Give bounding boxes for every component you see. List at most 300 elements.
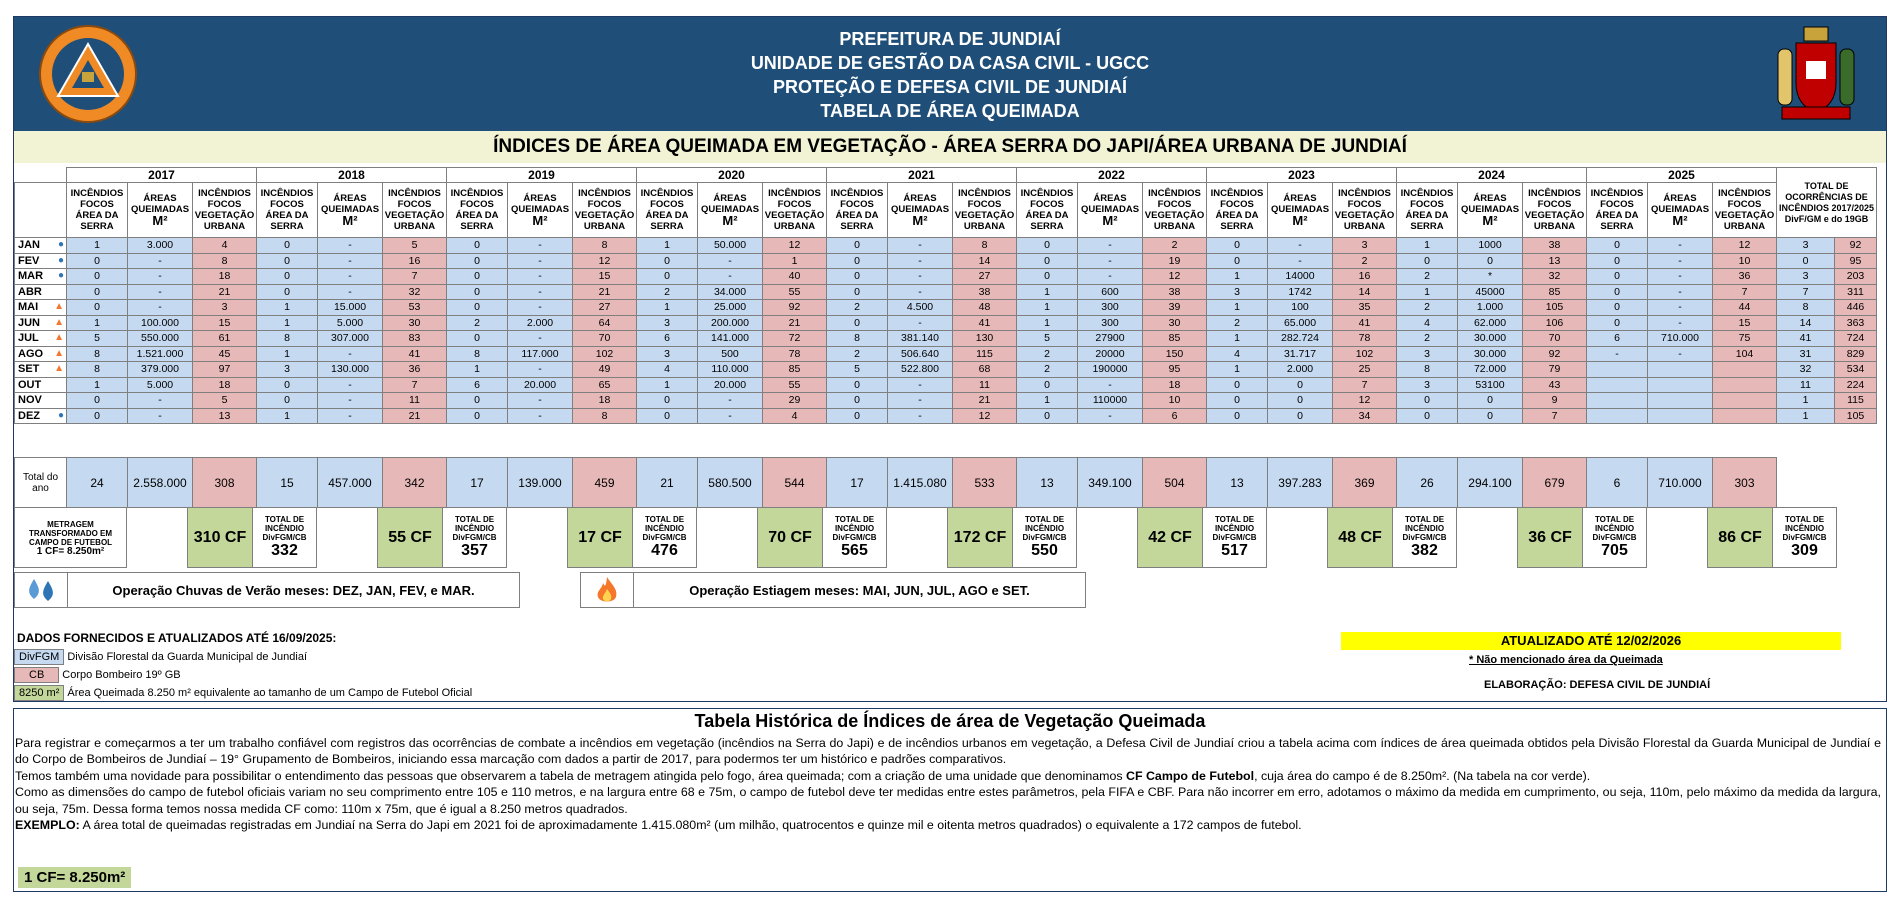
total-cell: 710.000 [1648, 458, 1713, 508]
data-cell: 5 [383, 238, 447, 254]
data-cell: 5 [1017, 331, 1078, 347]
table-row [15, 377, 1877, 393]
data-cell: 49 [573, 362, 637, 378]
data-cell: 381.140 [888, 331, 953, 347]
total-cell: 139.000 [508, 458, 573, 508]
data-cell: 105 [1523, 300, 1587, 316]
spacer-cell [1647, 508, 1708, 568]
spacer-cell [317, 508, 378, 568]
year-header: 2021 [827, 168, 1017, 183]
month-cell [15, 408, 67, 424]
total-cell: 21 [637, 458, 698, 508]
month-cell [15, 377, 67, 393]
data-cell: 4.500 [888, 300, 953, 316]
data-cell [1713, 362, 1777, 378]
data-cell: 710.000 [1648, 331, 1713, 347]
data-cell: - [318, 253, 383, 269]
data-cell: 0 [67, 300, 128, 316]
data-cell [1648, 377, 1713, 393]
data-cell: 1 [1207, 269, 1268, 285]
jundiai-coat-of-arms [1760, 21, 1872, 125]
data-cell: 1 [1017, 315, 1078, 331]
data-cell: 68 [953, 362, 1017, 378]
data-cell: 21 [763, 315, 827, 331]
data-cell: 48 [953, 300, 1017, 316]
col-header-unit: M² [912, 212, 928, 228]
data-cell: 5 [67, 331, 128, 347]
data-cell: 7 [1713, 284, 1777, 300]
data-cell: 5 [827, 362, 888, 378]
data-cell: 6 [447, 377, 508, 393]
data-cell: 0 [257, 238, 318, 254]
data-cell: 300 [1078, 315, 1143, 331]
data-cell: 1 [1207, 331, 1268, 347]
water-drops-icon: ● [57, 270, 64, 281]
historic-paragraph: Como as dimensões do campo de futebol oficiais variam no seu comprimento entre 105 e 110 metros, e na largura entre 68 e 75m, o campo de futebol deve ter medidas entre estes parâmetros, pela FIFA e CBF. Para não incorrer em erro, adotamos o máximo da medida em cumprimento, ou seja, 110m, pelo máximo da medida da largura, ou seja, 75m. Dessa forma temos nossa medida CF como: 110m x 75m, que é igual a 8.250 metros quadrados. [15, 785, 1881, 816]
text-span: Temos também uma novidade para possibilitar o entendimento das pessoas que observarem a tabela de metragem atingida pelo fogo, área queimada; com a criação de uma unidade que denominamos [15, 768, 1127, 783]
data-cell: - [888, 284, 953, 300]
data-cell: - [1587, 346, 1648, 362]
data-cell: 31.717 [1268, 346, 1333, 362]
col-header-areas [508, 183, 573, 238]
data-cell: 1 [763, 253, 827, 269]
col-header-unit: M² [722, 212, 738, 228]
total-cell: 349.100 [1078, 458, 1143, 508]
year-header: 2025 [1587, 168, 1777, 183]
cf-total-label: TOTAL DE INCÊNDIO DivFGM/CB [1402, 515, 1447, 542]
data-cell: 0 [637, 408, 698, 424]
data-cell: - [888, 253, 953, 269]
total-cell: 457.000 [318, 458, 383, 508]
data-cell: 62.000 [1458, 315, 1523, 331]
fire-icon: ▲ [54, 347, 64, 359]
data-cell: 0 [827, 377, 888, 393]
cf-total-cell [253, 508, 317, 568]
data-cell: 0 [67, 393, 128, 409]
data-cell: 72.000 [1458, 362, 1523, 378]
data-cell: 0 [1017, 269, 1078, 285]
total-cell: 15 [257, 458, 318, 508]
spacer-cell [1077, 508, 1138, 568]
data-cell: 92 [763, 300, 827, 316]
data-cell: 16 [383, 253, 447, 269]
data-cell: 2 [1397, 300, 1458, 316]
data-cell: 8 [827, 331, 888, 347]
data-cell: 38 [1143, 284, 1207, 300]
month-label: SET [18, 363, 40, 376]
data-cell: 3 [193, 300, 257, 316]
col-header-urbana: INCÊNDIOS FOCOS VEGETAÇÃO URBANA [193, 183, 257, 238]
data-cell: - [508, 238, 573, 254]
data-cell: 1 [1207, 300, 1268, 316]
col-header-urbana: INCÊNDIOS FOCOS VEGETAÇÃO URBANA [1713, 183, 1777, 238]
col-header-serra: INCÊNDIOS FOCOS ÁREA DA SERRA [257, 183, 318, 238]
data-cell: - [1648, 238, 1713, 254]
data-cell: - [1648, 269, 1713, 285]
data-cell: - [318, 346, 383, 362]
data-cell: 0 [1458, 408, 1523, 424]
data-cell: 0 [257, 393, 318, 409]
data-cell: 2 [827, 300, 888, 316]
data-cell: 1.521.000 [128, 346, 193, 362]
col-header-unit: M² [1292, 212, 1308, 228]
data-cell [1648, 408, 1713, 424]
water-drops-icon: ● [57, 254, 64, 266]
data-cell: 53 [383, 300, 447, 316]
data-cell: 6 [1587, 331, 1648, 347]
data-cell: - [698, 393, 763, 409]
col-header-urbana: INCÊNDIOS FOCOS VEGETAÇÃO URBANA [573, 183, 637, 238]
col-header-areas [698, 183, 763, 238]
total-cell: 504 [1143, 458, 1207, 508]
month-label: JUN [18, 316, 41, 329]
col-header-text: ÁREAS QUEIMADAS [510, 192, 570, 215]
data-cell: 0 [1268, 393, 1333, 409]
total-cell: 17 [827, 458, 888, 508]
data-cell: 3 [1333, 238, 1397, 254]
data-cell: 2.000 [1268, 362, 1333, 378]
data-cell: 105 [1835, 408, 1877, 424]
col-header-urbana: INCÊNDIOS FOCOS VEGETAÇÃO URBANA [763, 183, 827, 238]
data-cell: 30.000 [1458, 346, 1523, 362]
total-cell: 24 [67, 458, 128, 508]
month-label: JUL [18, 332, 39, 345]
data-cell: 534 [1835, 362, 1877, 378]
year-totals-table [14, 457, 1777, 508]
total-cell: 294.100 [1458, 458, 1523, 508]
data-cell: - [128, 284, 193, 300]
cf-value: 48 CF [1328, 508, 1393, 568]
data-cell: 36 [383, 362, 447, 378]
fire-icon: ▲ [54, 316, 64, 328]
data-cell [1587, 408, 1648, 424]
col-header-serra: INCÊNDIOS FOCOS ÁREA DA SERRA [827, 183, 888, 238]
data-cell: 1.000 [1458, 300, 1523, 316]
data-cell: 0 [67, 253, 128, 269]
data-cell: 1 [1207, 362, 1268, 378]
table-subtitle: ÍNDICES DE ÁREA QUEIMADA EM VEGETAÇÃO - ÁREA SERRA DO JAPI/ÁREA URBANA DE JUNDIAÍ [14, 131, 1886, 163]
data-cell: 27900 [1078, 331, 1143, 347]
data-cell: 7 [383, 269, 447, 285]
cf-value: 86 CF [1708, 508, 1773, 568]
data-cell: 1 [1017, 393, 1078, 409]
cf-total-label: TOTAL DE INCÊNDIO DivFGM/CB [1592, 515, 1637, 542]
data-cell: 0 [1587, 238, 1648, 254]
col-header-unit: M² [532, 212, 548, 228]
data-cell: - [318, 393, 383, 409]
data-cell: 45000 [1458, 284, 1523, 300]
total-cell: 2.558.000 [128, 458, 193, 508]
fire-icon: ▲ [54, 363, 64, 374]
data-cell: 12 [953, 408, 1017, 424]
data-cell: 0 [827, 253, 888, 269]
table-row [15, 269, 1877, 285]
data-cell: 8 [67, 362, 128, 378]
data-cell: 2 [1397, 269, 1458, 285]
data-cell: 0 [1458, 393, 1523, 409]
col-header-serra: INCÊNDIOS FOCOS ÁREA DA SERRA [1587, 183, 1648, 238]
data-cell: 150 [1143, 346, 1207, 362]
data-cell: - [318, 377, 383, 393]
data-cell: 11 [383, 393, 447, 409]
data-cell: 1742 [1268, 284, 1333, 300]
data-cell: - [1078, 408, 1143, 424]
data-cell: - [1268, 253, 1333, 269]
data-cell: 0 [1458, 253, 1523, 269]
data-cell: 446 [1835, 300, 1877, 316]
data-cell: 95 [1835, 253, 1877, 269]
col-header-serra: INCÊNDIOS FOCOS ÁREA DA SERRA [1017, 183, 1078, 238]
col-header-serra: INCÊNDIOS FOCOS ÁREA DA SERRA [1207, 183, 1268, 238]
data-cell: 8 [67, 346, 128, 362]
data-cell: 0 [1017, 238, 1078, 254]
data-cell: 25 [1333, 362, 1397, 378]
total-cell: 397.283 [1268, 458, 1333, 508]
data-cell: 20000 [1078, 346, 1143, 362]
col-header-text: ÁREAS QUEIMADAS [130, 192, 190, 215]
historic-paragraph [15, 817, 1881, 833]
cf-total-label: TOTAL DE INCÊNDIO DivFGM/CB [832, 515, 877, 542]
data-cell: 0 [67, 408, 128, 424]
month-label: MAI [18, 301, 39, 314]
legend-text: Corpo Bombeiro 19º GB [62, 669, 181, 681]
data-cell: 117.000 [508, 346, 573, 362]
data-cell: - [508, 408, 573, 424]
data-cell: - [128, 269, 193, 285]
data-cell: 0 [1017, 408, 1078, 424]
data-cell: 27 [573, 300, 637, 316]
data-cell: 3 [637, 346, 698, 362]
data-cell: 0 [447, 284, 508, 300]
data-cell: 4 [193, 238, 257, 254]
month-cell [15, 238, 67, 254]
data-cell: 75 [1713, 331, 1777, 347]
cf-equivalence-badge: 1 CF= 8.250m² [18, 867, 131, 888]
data-cell: 0 [827, 269, 888, 285]
table-row [15, 393, 1877, 409]
data-cell: 1 [1777, 408, 1835, 424]
data-cell: 29 [763, 393, 827, 409]
data-cell: 85 [1523, 284, 1587, 300]
data-cell: 0 [1017, 253, 1078, 269]
cf-total-label: TOTAL DE INCÊNDIO DivFGM/CB [1782, 515, 1827, 542]
historic-body [15, 735, 1881, 833]
data-cell: 0 [1777, 253, 1835, 269]
data-cell: 44 [1713, 300, 1777, 316]
total-cell: 459 [573, 458, 637, 508]
data-cell: 79 [1523, 362, 1587, 378]
data-cell: 78 [763, 346, 827, 362]
data-cell: 20.000 [698, 377, 763, 393]
cf-total-label: TOTAL DE INCÊNDIO DivFGM/CB [452, 515, 497, 542]
total-cell: 13 [1207, 458, 1268, 508]
data-cell: - [318, 269, 383, 285]
data-cell: 97 [193, 362, 257, 378]
data-cell: 55 [763, 284, 827, 300]
data-cell [1713, 408, 1777, 424]
data-cell: 0 [1587, 300, 1648, 316]
legend-item-cf [14, 685, 472, 701]
data-cell: 0 [1207, 408, 1268, 424]
metragem-label: METRAGEM TRANSFORMADO EM CAMPO DE FUTEBOL [28, 519, 113, 547]
cf-total-value: 309 [1791, 542, 1818, 559]
col-header-text: ÁREAS QUEIMADAS [1080, 192, 1140, 215]
data-cell: 21 [573, 284, 637, 300]
data-cell: 8 [257, 331, 318, 347]
spacer-cell [887, 508, 948, 568]
legend-text: Área Queimada 8.250 m² equivalente ao tamanho de um Campo de Futebol Oficial [67, 687, 473, 699]
table-row [15, 331, 1877, 347]
year-header: 2024 [1397, 168, 1587, 183]
total-cell: 544 [763, 458, 827, 508]
data-cell: 2 [1017, 362, 1078, 378]
table-row [15, 408, 1877, 424]
total-cell: 342 [383, 458, 447, 508]
data-cell: 2 [1017, 346, 1078, 362]
data-cell: 20.000 [508, 377, 573, 393]
data-cell: 3 [257, 362, 318, 378]
col-header-text: ÁREAS QUEIMADAS [1650, 192, 1710, 215]
cf-total-cell [1393, 508, 1457, 568]
data-cell: 7 [1333, 377, 1397, 393]
data-cell: 0 [447, 253, 508, 269]
spacer-cell [507, 508, 568, 568]
data-cell: - [888, 408, 953, 424]
data-cell: 2 [447, 315, 508, 331]
data-cell: - [318, 408, 383, 424]
data-cell: 12 [1333, 393, 1397, 409]
data-cell: 65 [573, 377, 637, 393]
total-cell: 13 [1017, 458, 1078, 508]
data-cell: 95 [1143, 362, 1207, 378]
legend-key: DivFGM [14, 649, 64, 665]
col-header-areas [318, 183, 383, 238]
data-cell: 25.000 [698, 300, 763, 316]
data-cell: - [508, 300, 573, 316]
data-cell: 50.000 [698, 238, 763, 254]
year-header: 2020 [637, 168, 827, 183]
data-cell: 35 [1333, 300, 1397, 316]
header-line: PREFEITURA DE JUNDIAÍ [839, 29, 1061, 49]
cf-value: 55 CF [378, 508, 443, 568]
data-cell: 2 [1333, 253, 1397, 269]
data-cell: 7 [1523, 408, 1587, 424]
data-cell: 8 [193, 253, 257, 269]
data-cell: 4 [637, 362, 698, 378]
cf-total-value: 476 [651, 542, 678, 559]
data-cell: 1 [1777, 393, 1835, 409]
year-header: 2023 [1207, 168, 1397, 183]
data-cell: 72 [763, 331, 827, 347]
spacer-cell [127, 508, 188, 568]
data-cell: 31 [1777, 346, 1835, 362]
month-cell [15, 300, 67, 316]
data-cell: 100.000 [128, 315, 193, 331]
col-header-unit: M² [342, 212, 358, 228]
header-line: TABELA DE ÁREA QUEIMADA [820, 101, 1080, 121]
year-header: 2017 [67, 168, 257, 183]
data-cell: 11 [1777, 377, 1835, 393]
data-cell: 18 [1143, 377, 1207, 393]
total-cell: 6 [1587, 458, 1648, 508]
col-header-serra: INCÊNDIOS FOCOS ÁREA DA SERRA [637, 183, 698, 238]
total-cell: 26 [1397, 458, 1458, 508]
data-cell: - [1648, 315, 1713, 331]
data-cell: 282.724 [1268, 331, 1333, 347]
total-cell: 303 [1713, 458, 1777, 508]
data-cell: 27 [953, 269, 1017, 285]
data-cell: 550.000 [128, 331, 193, 347]
total-cell: 533 [953, 458, 1017, 508]
data-cell: 724 [1835, 331, 1877, 347]
data-cell: 203 [1835, 269, 1877, 285]
fire-icon: ▲ [54, 301, 64, 312]
data-cell: 104 [1713, 346, 1777, 362]
data-cell: 829 [1835, 346, 1877, 362]
year-header: 2018 [257, 168, 447, 183]
data-cell: 32 [383, 284, 447, 300]
data-cell: 41 [383, 346, 447, 362]
total-cell: 369 [1333, 458, 1397, 508]
data-cell: - [1078, 377, 1143, 393]
data-cell: - [508, 253, 573, 269]
data-cell: - [1648, 253, 1713, 269]
data-cell: 130.000 [318, 362, 383, 378]
table-row [15, 346, 1877, 362]
cf-total-label: TOTAL DE INCÊNDIO DivFGM/CB [1022, 515, 1067, 542]
col-header-text: ÁREAS QUEIMADAS [890, 192, 950, 215]
data-cell: - [698, 253, 763, 269]
data-cell: 6 [1143, 408, 1207, 424]
legend-key: CB [14, 667, 59, 683]
data-cell: 12 [573, 253, 637, 269]
data-cell: 1 [637, 238, 698, 254]
data-cell: - [888, 269, 953, 285]
month-label: NOV [18, 394, 42, 407]
data-cell: 14 [1777, 315, 1835, 331]
rain-operation-text: Operação Chuvas de Verão meses: DEZ, JAN, FEV, e MAR. [112, 582, 475, 598]
data-cell: 130 [953, 331, 1017, 347]
data-cell: 61 [193, 331, 257, 347]
data-cell: 5 [193, 393, 257, 409]
data-cell: 13 [193, 408, 257, 424]
data-cell: 1 [257, 315, 318, 331]
data-cell: 190000 [1078, 362, 1143, 378]
col-header-urbana: INCÊNDIOS FOCOS VEGETAÇÃO URBANA [1143, 183, 1207, 238]
legend-item-divfgm [14, 649, 307, 665]
data-cell [1587, 393, 1648, 409]
totals-label: Total do ano [15, 458, 67, 508]
cf-row [15, 508, 1837, 568]
data-cell: 7 [383, 377, 447, 393]
data-cell: 115 [953, 346, 1017, 362]
data-cell: - [1648, 300, 1713, 316]
fire-icon: ▲ [54, 332, 64, 343]
data-cell: 307.000 [318, 331, 383, 347]
data-cell: 110000 [1078, 393, 1143, 409]
data-cell: 4 [1207, 346, 1268, 362]
data-cell: 0 [447, 331, 508, 347]
data-cell: 600 [1078, 284, 1143, 300]
col-header-urbana: INCÊNDIOS FOCOS VEGETAÇÃO URBANA [1523, 183, 1587, 238]
data-cell: 0 [447, 238, 508, 254]
text-span: A área total de queimadas registradas em Jundiaí na Serra do Japi em 2021 foi de aproximadamente 1.415.080m² (um milhão, quatrocentos e quinze mil e oitenta metros quadrados) o equivalente a 172 campos de futebol. [79, 818, 1302, 833]
football-field-table [14, 507, 1837, 568]
col-header-serra: INCÊNDIOS FOCOS ÁREA DA SERRA [447, 183, 508, 238]
data-cell: 506.640 [888, 346, 953, 362]
updated-badge: ATUALIZADO ATÉ 12/02/2026 [1341, 632, 1841, 650]
month-label: FEV [18, 254, 40, 267]
